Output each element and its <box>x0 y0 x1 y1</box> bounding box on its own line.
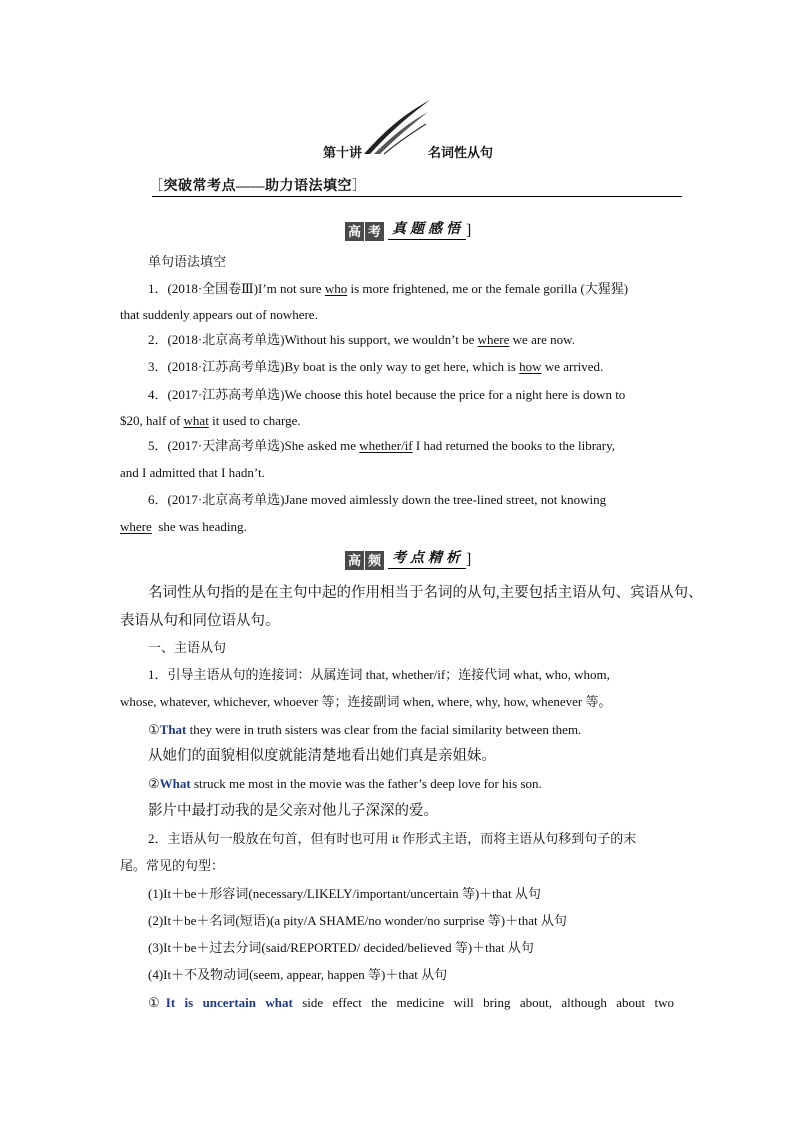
banner-char-1: 高 <box>345 222 364 241</box>
banner-text: 真题感悟 <box>388 222 466 240</box>
example-1-translation: 从她们的面貌相似度就能清楚地看出她们真是亲姐妹。 <box>148 748 496 764</box>
section-title-text: 突破常考点——助力语法填空 <box>163 179 352 194</box>
question-2: 2．(2018·北京高考单选)Without his support, we wouldn’t be where we are now. <box>148 332 575 347</box>
answer-6: where <box>120 519 152 534</box>
banner2-text: 考点精析 <box>388 551 466 569</box>
pattern-2: (2)It＋be＋名词(短语)(a pity/A SHAME/no wonder/no surprise 等)＋that 从句 <box>148 913 567 928</box>
answer-1: who <box>324 281 348 296</box>
question-1: 1．(2018·全国卷Ⅲ)I’m not sure who is more frightened, me or the female gorilla (大猩猩) <box>148 281 629 296</box>
question-5-cont: and I admitted that I hadn’t. <box>120 465 265 480</box>
intro-line-1: 名词性从句指的是在主句中起的作用相当于名词的从句,主要包括主语从句、宾语从句、 <box>148 585 703 601</box>
pattern-3: (3)It＋be＋过去分词(said/REPORTED/ decided/believed 等)＋that 从句 <box>148 940 534 955</box>
part-1-title: 一、主语从句 <box>148 640 227 655</box>
point-2-line-2: 尾。常见的句型： <box>120 858 225 873</box>
banner-gaopin-kaodian: 高 频 考点精析 ] <box>345 549 471 571</box>
answer-3: how <box>519 359 542 374</box>
question-3: 3．(2018·江苏高考单选)By boat is the only way to get here, which is how we arrived. <box>148 359 604 374</box>
intro-line-2: 表语从句和同位语从句。 <box>120 613 280 629</box>
question-1-cont: that suddenly appears out of nowhere. <box>120 307 318 322</box>
exercise-title: 单句语法填空 <box>148 254 227 269</box>
point-1-line-1: 1．引导主语从句的连接词：从属连词 that, whether/if；连接代词 what, who, whom, <box>148 667 610 682</box>
point-1-line-2: whose, whatever, whichever, whoever 等；连接副词 when, where, why, how, whenever 等。 <box>120 694 612 709</box>
question-6: 6．(2017·北京高考单选)Jane moved aimlessly down the tree-lined street, not knowing <box>148 492 607 507</box>
pattern-4: (4)It＋不及物动词(seem, appear, happen 等)＋that 从句 <box>148 967 448 982</box>
question-4-cont: $20, half of what it used to charge. <box>120 413 301 428</box>
example-2: ②What struck me most in the movie was the father’s deep love for his son. <box>148 776 542 791</box>
section-title: ［突破常考点——助力语法填空］ <box>149 179 367 194</box>
lecture-topic: 名词性从句 <box>428 145 494 160</box>
question-5: 5．(2017·天津高考单选)She asked me whether/if I had returned the books to the library, <box>148 438 616 453</box>
example-1: ①That they were in truth sisters was clear from the facial similarity between them. <box>148 722 582 737</box>
header-swoosh-icon <box>360 98 435 158</box>
example-1-key: That <box>159 722 187 737</box>
example-2-translation: 影片中最打动我的是父亲对他儿子深深的爱。 <box>148 803 438 819</box>
answer-2: where <box>477 332 510 347</box>
example-3: ①It is uncertain what side effect the medicine will bring about, although about two <box>148 995 675 1010</box>
answer-5: whether/if <box>359 438 413 453</box>
point-2-line-1: 2．主语从句一般放在句首，但有时也可用 it 作形式主语，而将主语从句移到句子的末 <box>148 831 637 846</box>
banner2-char-1: 高 <box>345 551 364 570</box>
banner-char-2: 考 <box>365 222 384 241</box>
lecture-number: 第十讲 <box>323 145 363 160</box>
example-3-key: It is uncertain what <box>165 995 293 1010</box>
banner-gaokao-zhenti: 高 考 真题感悟 ] <box>345 220 471 242</box>
question-6-cont: where she was heading. <box>120 519 247 534</box>
answer-4: what <box>183 413 209 428</box>
example-2-key: What <box>159 776 191 791</box>
question-4: 4．(2017·江苏高考单选)We choose this hotel because the price for a night here is down to <box>148 387 626 402</box>
pattern-1: (1)It＋be＋形容词(necessary/LIKELY/important/uncertain 等)＋that 从句 <box>148 886 541 901</box>
banner2-char-2: 频 <box>365 551 384 570</box>
section-divider <box>152 196 682 197</box>
